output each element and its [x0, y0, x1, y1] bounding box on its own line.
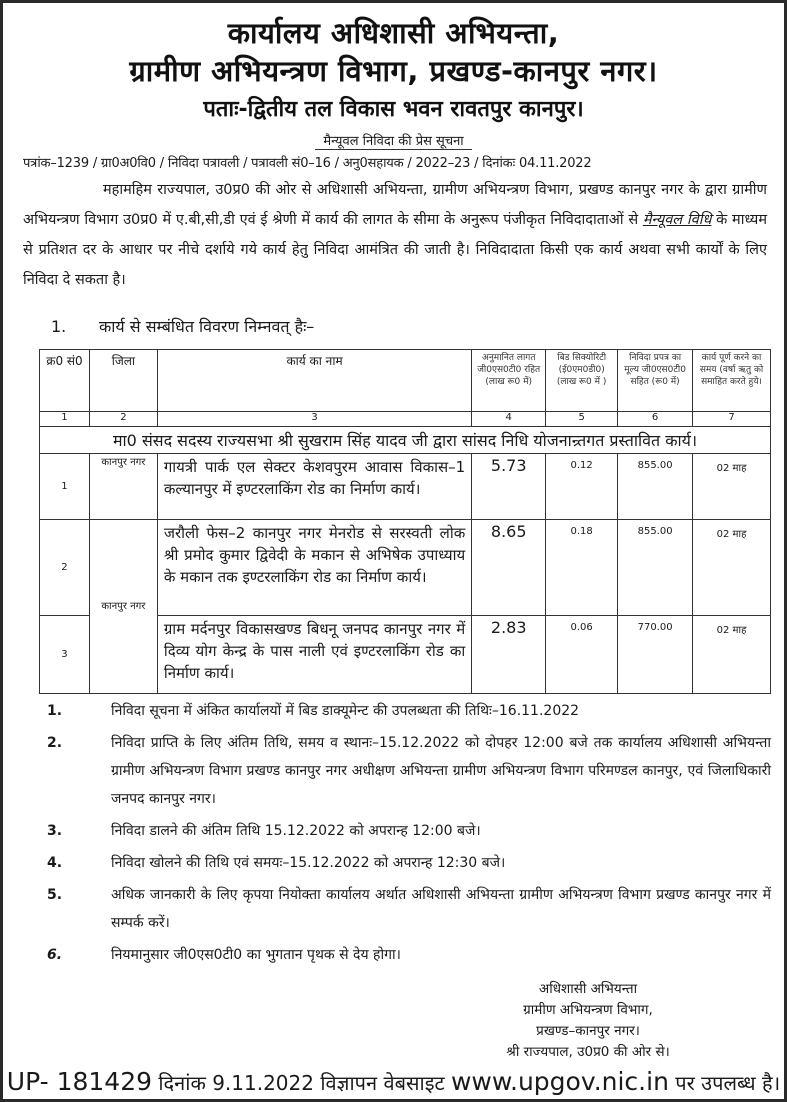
signature-division: प्रखण्ड–कानपुर नगर।	[536, 1023, 640, 1039]
note-number: 1.	[47, 703, 63, 719]
row-estimated-cost: 8.65	[472, 520, 546, 616]
department-title: ग्रामीण अभियन्त्रण विभाग, प्रखण्ड-कानपुर नगर।	[129, 54, 658, 88]
note-text: निविदा खोलने की तिथि एवं समयः–15.12.2022 को अपरान्ह 12:30 बजे।	[111, 855, 506, 871]
table-row	[40, 454, 771, 520]
row-duration: 02 माह	[693, 520, 771, 616]
header-sno: क्र0 सं0	[40, 350, 90, 412]
row-work: गायत्री पार्क एल सेक्टर केशवपुरम आवास विकास–1 कल्यानपुर में इण्टरलाकिंग रोड का निर्माण कार्य।	[157, 454, 471, 520]
note-number: 5.	[47, 887, 63, 903]
note-number: 2.	[47, 735, 63, 751]
column-number: 6	[618, 412, 693, 427]
signature-block	[443, 979, 733, 1063]
note-text: निविदा सूचना में अंकित कार्यालयों में बिड डाक्यूमेन्ट की उपलब्धता की तिथिः–16.11.2022	[111, 703, 580, 719]
office-address: पताः-द्वितीय तल विकास भवन रावतपुर कानपुर।	[203, 97, 584, 122]
notes-list	[47, 697, 771, 973]
header-bid-security: बिड सिक्योरिटी (ई0एम0डी0) (लाख रू0 में )	[546, 350, 618, 412]
row-district: कानपुर नगर	[89, 454, 157, 520]
row-work: जरौली फेस–2 कानपुर नगर मेनरोड से सरस्वती लोक श्री प्रमोद कुमार द्विवेदी के मकान से अभिषेक उपाध्याय के मकान तक इण्टरलाकिंग रोड का निर्माण कार्य।	[157, 520, 471, 616]
row-work: ग्राम मर्दनपुर विकासखण्ड बिधनू जनपद कानपुर नगर में दिव्य योग केन्द्र के पास नाली एवं इण्टरलाकिंग रोड का निर्माण कार्य।	[157, 616, 471, 694]
notice-title-text: मैन्यूवल निविदा की प्रेस सूचना	[315, 134, 471, 150]
row-district: कानपुर नगर	[89, 520, 157, 694]
notice-title	[3, 131, 784, 149]
signature-department: ग्रामीण अभियन्त्रण विभाग,	[523, 1002, 653, 1018]
note-text: नियमानुसार जी0एस0टी0 का भुगतान पृथक से देय होगा।	[111, 947, 401, 963]
note-text: निविदा डालने की अंतिम तिथि 15.12.2022 को अपरान्ह 12:00 बजे।	[111, 823, 481, 839]
note-number: 6.	[47, 947, 63, 963]
note-item	[47, 941, 771, 969]
footer-code: UP- 181429	[6, 1067, 153, 1096]
row-duration: 02 माह	[693, 616, 771, 694]
note-text: निविदा प्राप्ति के लिए अंतिम तिथि, समय व स्थानः–15.12.2022 को दोपहर 12:00 बजे तक कार्यालय अधिशासी अभियन्ता ग्रामीण अभियन्त्रण विभाग प्रखण्ड कानपुर नगर अधीक्षण अभियन्ता ग्रामीण अभियन्त्रण विभाग परिमण्डल कानपुर, एवं जिलाधिकारी जनपद कानपुर नगर।	[111, 735, 771, 807]
header-duration: कार्य पूर्ण करने का समय (वर्षा ऋतु को समाहित करते हुये।	[693, 350, 771, 412]
point-1-text: कार्य से सम्बंधित विवरण निम्नवत् हैः–	[99, 317, 315, 336]
row-duration: 02 माह	[693, 454, 771, 520]
footer-text-end: पर उपलब्ध है।	[675, 1071, 781, 1095]
note-item	[47, 817, 771, 845]
signature-designation: अधिशासी अभियन्ता	[538, 981, 638, 997]
footer-date: 9.11.2022	[212, 1071, 314, 1095]
column-number: 5	[546, 412, 618, 427]
section-title-row	[40, 427, 771, 454]
note-text: अधिक जानकारी के लिए कृपया नियोक्ता कार्यालय अर्थात अधिशासी अभियन्ता ग्रामीण अभियन्त्रण विभाग प्रखण्ड कानपुर नगर में सम्पर्क करें।	[111, 887, 771, 931]
note-item	[47, 881, 771, 937]
row-sno: 3	[40, 616, 90, 694]
intro-part2: के माध्यम से प्रतिशत दर के आधार पर नीचे दर्शाये गये कार्य हेतु निविदा आमंत्रित की जाती है। निविदादाता किसी एक कार्य अथवा सभी कार्यों के लिए निविदा दे सकता है।	[23, 212, 767, 288]
column-number: 2	[89, 412, 157, 427]
column-number: 1	[40, 412, 90, 427]
works-table	[39, 349, 771, 694]
row-bid-security: 0.06	[546, 616, 618, 694]
row-form-cost: 770.00	[618, 616, 693, 694]
signature-on-behalf: श्री राज्यपाल, उ0प्र0 की ओर से।	[506, 1044, 670, 1060]
footer-website-link[interactable]: www.upgov.nic.in	[450, 1067, 669, 1096]
row-sno: 1	[40, 454, 90, 520]
section-title: मा0 संसद सदस्य राज्यसभा श्री सुखराम सिंह यादव जी द्वारा सांसद निधि योजनान्र्तगत प्रस्तावित कार्य।	[40, 427, 771, 454]
reference-line: पत्रांक–1239 / ग्रा0अ0वि0 / निविदा पत्रावली / पत्रावली सं0–16 / अनु0सहायक / 2022–23 / दिनांकः 04.11.2022	[23, 156, 592, 171]
intro-emphasis: मैन्यूवल विधि	[642, 212, 712, 228]
column-number: 4	[472, 412, 546, 427]
row-form-cost: 855.00	[618, 454, 693, 520]
table-row	[40, 520, 771, 616]
footer-text: विज्ञापन वेबसाइट	[320, 1071, 445, 1095]
intro-part1: महामहिम राज्यपाल, उ0प्र0 की ओर से अधिशासी अभियन्ता, ग्रामीण अभियन्त्रण विभाग, प्रखण्ड कानपुर नगर के द्वारा ग्रामीण अभियन्त्रण विभाग उ0प्र0 में ए.बी,सी,डी एवं ई श्रेणी में कार्य की लागत के सीमा के अनुरूप पंजीकृत निविदादाताओं से	[23, 182, 767, 228]
row-estimated-cost: 5.73	[472, 454, 546, 520]
row-form-cost: 855.00	[618, 520, 693, 616]
header-work-name: कार्य का नाम	[157, 350, 471, 412]
column-number-row	[40, 412, 771, 427]
note-item	[47, 697, 771, 725]
footer-line	[3, 1067, 784, 1096]
table-header-row	[40, 350, 771, 412]
row-sno: 2	[40, 520, 90, 616]
note-item	[47, 729, 771, 813]
note-number: 3.	[47, 823, 63, 839]
intro-paragraph	[23, 175, 767, 295]
row-estimated-cost: 2.83	[472, 616, 546, 694]
office-title: कार्यालय अधिशासी अभियन्ता,	[227, 16, 560, 50]
point-1-number: 1.	[51, 317, 67, 336]
footer-date-label: दिनांक	[158, 1071, 206, 1095]
column-number: 3	[157, 412, 471, 427]
column-number: 7	[693, 412, 771, 427]
header-form-cost: निविदा प्रपत्र का मूल्य जी0एस0टी0 सहित (रू0 में)	[618, 350, 693, 412]
header-estimated-cost: अनुमानित लागत जी0एस0टी0 रहित (लाख रू0 में)	[472, 350, 546, 412]
row-bid-security: 0.12	[546, 454, 618, 520]
note-number: 4.	[47, 855, 63, 871]
header-district: जिला	[89, 350, 157, 412]
note-item	[47, 849, 771, 877]
row-bid-security: 0.18	[546, 520, 618, 616]
point-1-heading	[51, 315, 314, 337]
